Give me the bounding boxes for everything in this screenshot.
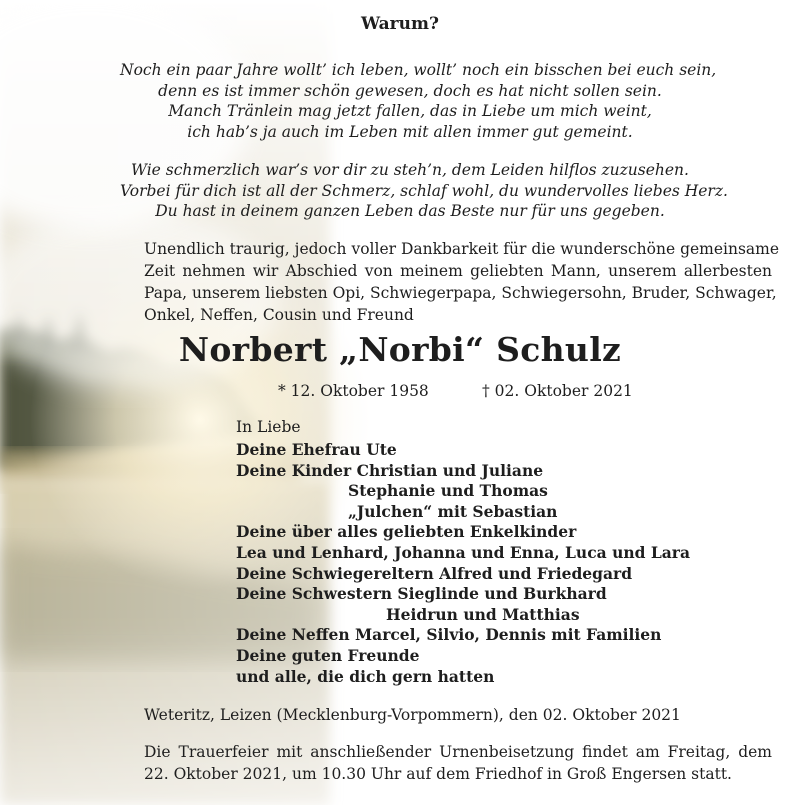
deceased-name: Norbert „Norbi“ Schulz: [178, 330, 622, 369]
poem-stanza-1: [120, 60, 717, 142]
intro-line: Zeit nehmen wir Abschied von meinem geliebten Mann, unserem allerbesten: [144, 262, 772, 280]
funeral-line: 22. Oktober 2021, um 10.30 Uhr auf dem Friedhof in Groß Engersen statt.: [144, 765, 732, 783]
poem-title: Warum?: [361, 14, 439, 34]
birth-date: * 12. Oktober 1958: [278, 382, 429, 400]
mourner-line: Deine über alles geliebten Enkelkinder: [236, 522, 577, 542]
in-love-label: In Liebe: [236, 418, 301, 436]
intro-line: Onkel, Neffen, Cousin und Freund: [144, 306, 414, 324]
poem-line: Noch ein paar Jahre wollt’ ich leben, wollt’ noch ein bisschen bei euch sein,: [120, 61, 717, 79]
mourner-line: Lea und Lenhard, Johanna und Enna, Luca und Lara: [236, 542, 691, 562]
mourner-line: Deine Ehefrau Ute: [236, 440, 397, 459]
funeral-notice: [144, 741, 772, 785]
mourner-line: „Julchen“ mit Sebastian: [348, 501, 558, 521]
mourners-list: [236, 440, 690, 687]
mourner-line: Heidrun und Matthias: [386, 604, 580, 624]
place-and-date: Weteritz, Leizen (Mecklenburg-Vorpommern), den 02. Oktober 2021: [144, 706, 681, 724]
poem-line: denn es ist immer schön gewesen, doch es hat nicht sollen sein.: [158, 81, 662, 100]
mourner-line: Deine Kinder Christian und Juliane: [236, 460, 544, 480]
poem-line: Vorbei für dich ist all der Schmerz, schlaf wohl, du wundervolles liebes Herz.: [120, 181, 728, 200]
mourner-line: Deine Schwestern Sieglinde und Burkhard: [236, 584, 607, 604]
intro-text: [144, 238, 780, 326]
mourner-line: Stephanie und Thomas: [348, 481, 548, 501]
intro-line: Papa, unserem liebsten Opi, Schwiegerpapa, Schwiegersohn, Bruder, Schwager,: [144, 284, 777, 302]
poem-line: Du hast in deinem ganzen Leben das Beste nur für uns gegeben.: [155, 202, 665, 220]
intro-line: Unendlich traurig, jedoch voller Dankbarkeit für die wunderschöne gemeinsame: [144, 240, 780, 258]
mourner-line: Deine Neffen Marcel, Silvio, Dennis mit Familien: [236, 625, 662, 645]
mourner-line: und alle, die dich gern hatten: [236, 666, 495, 686]
mourner-line: Deine guten Freunde: [236, 645, 420, 665]
funeral-line: Die Trauerfeier mit anschließender Urnenbeisetzung findet am Freitag, dem: [144, 743, 772, 761]
poem-stanza-2: [120, 160, 728, 222]
mourner-line: Deine Schwiegereltern Alfred und Friedegard: [236, 563, 633, 583]
poem-line: Wie schmerzlich war’s vor dir zu steh’n, dem Leiden hilflos zuzusehen.: [131, 161, 689, 179]
poem-line: Manch Tränlein mag jetzt fallen, das in Liebe um mich weint,: [168, 102, 652, 120]
poem-line: ich hab’s ja auch im Leben mit allen immer gut gemeint.: [187, 122, 633, 141]
death-date: † 02. Oktober 2021: [482, 382, 633, 400]
